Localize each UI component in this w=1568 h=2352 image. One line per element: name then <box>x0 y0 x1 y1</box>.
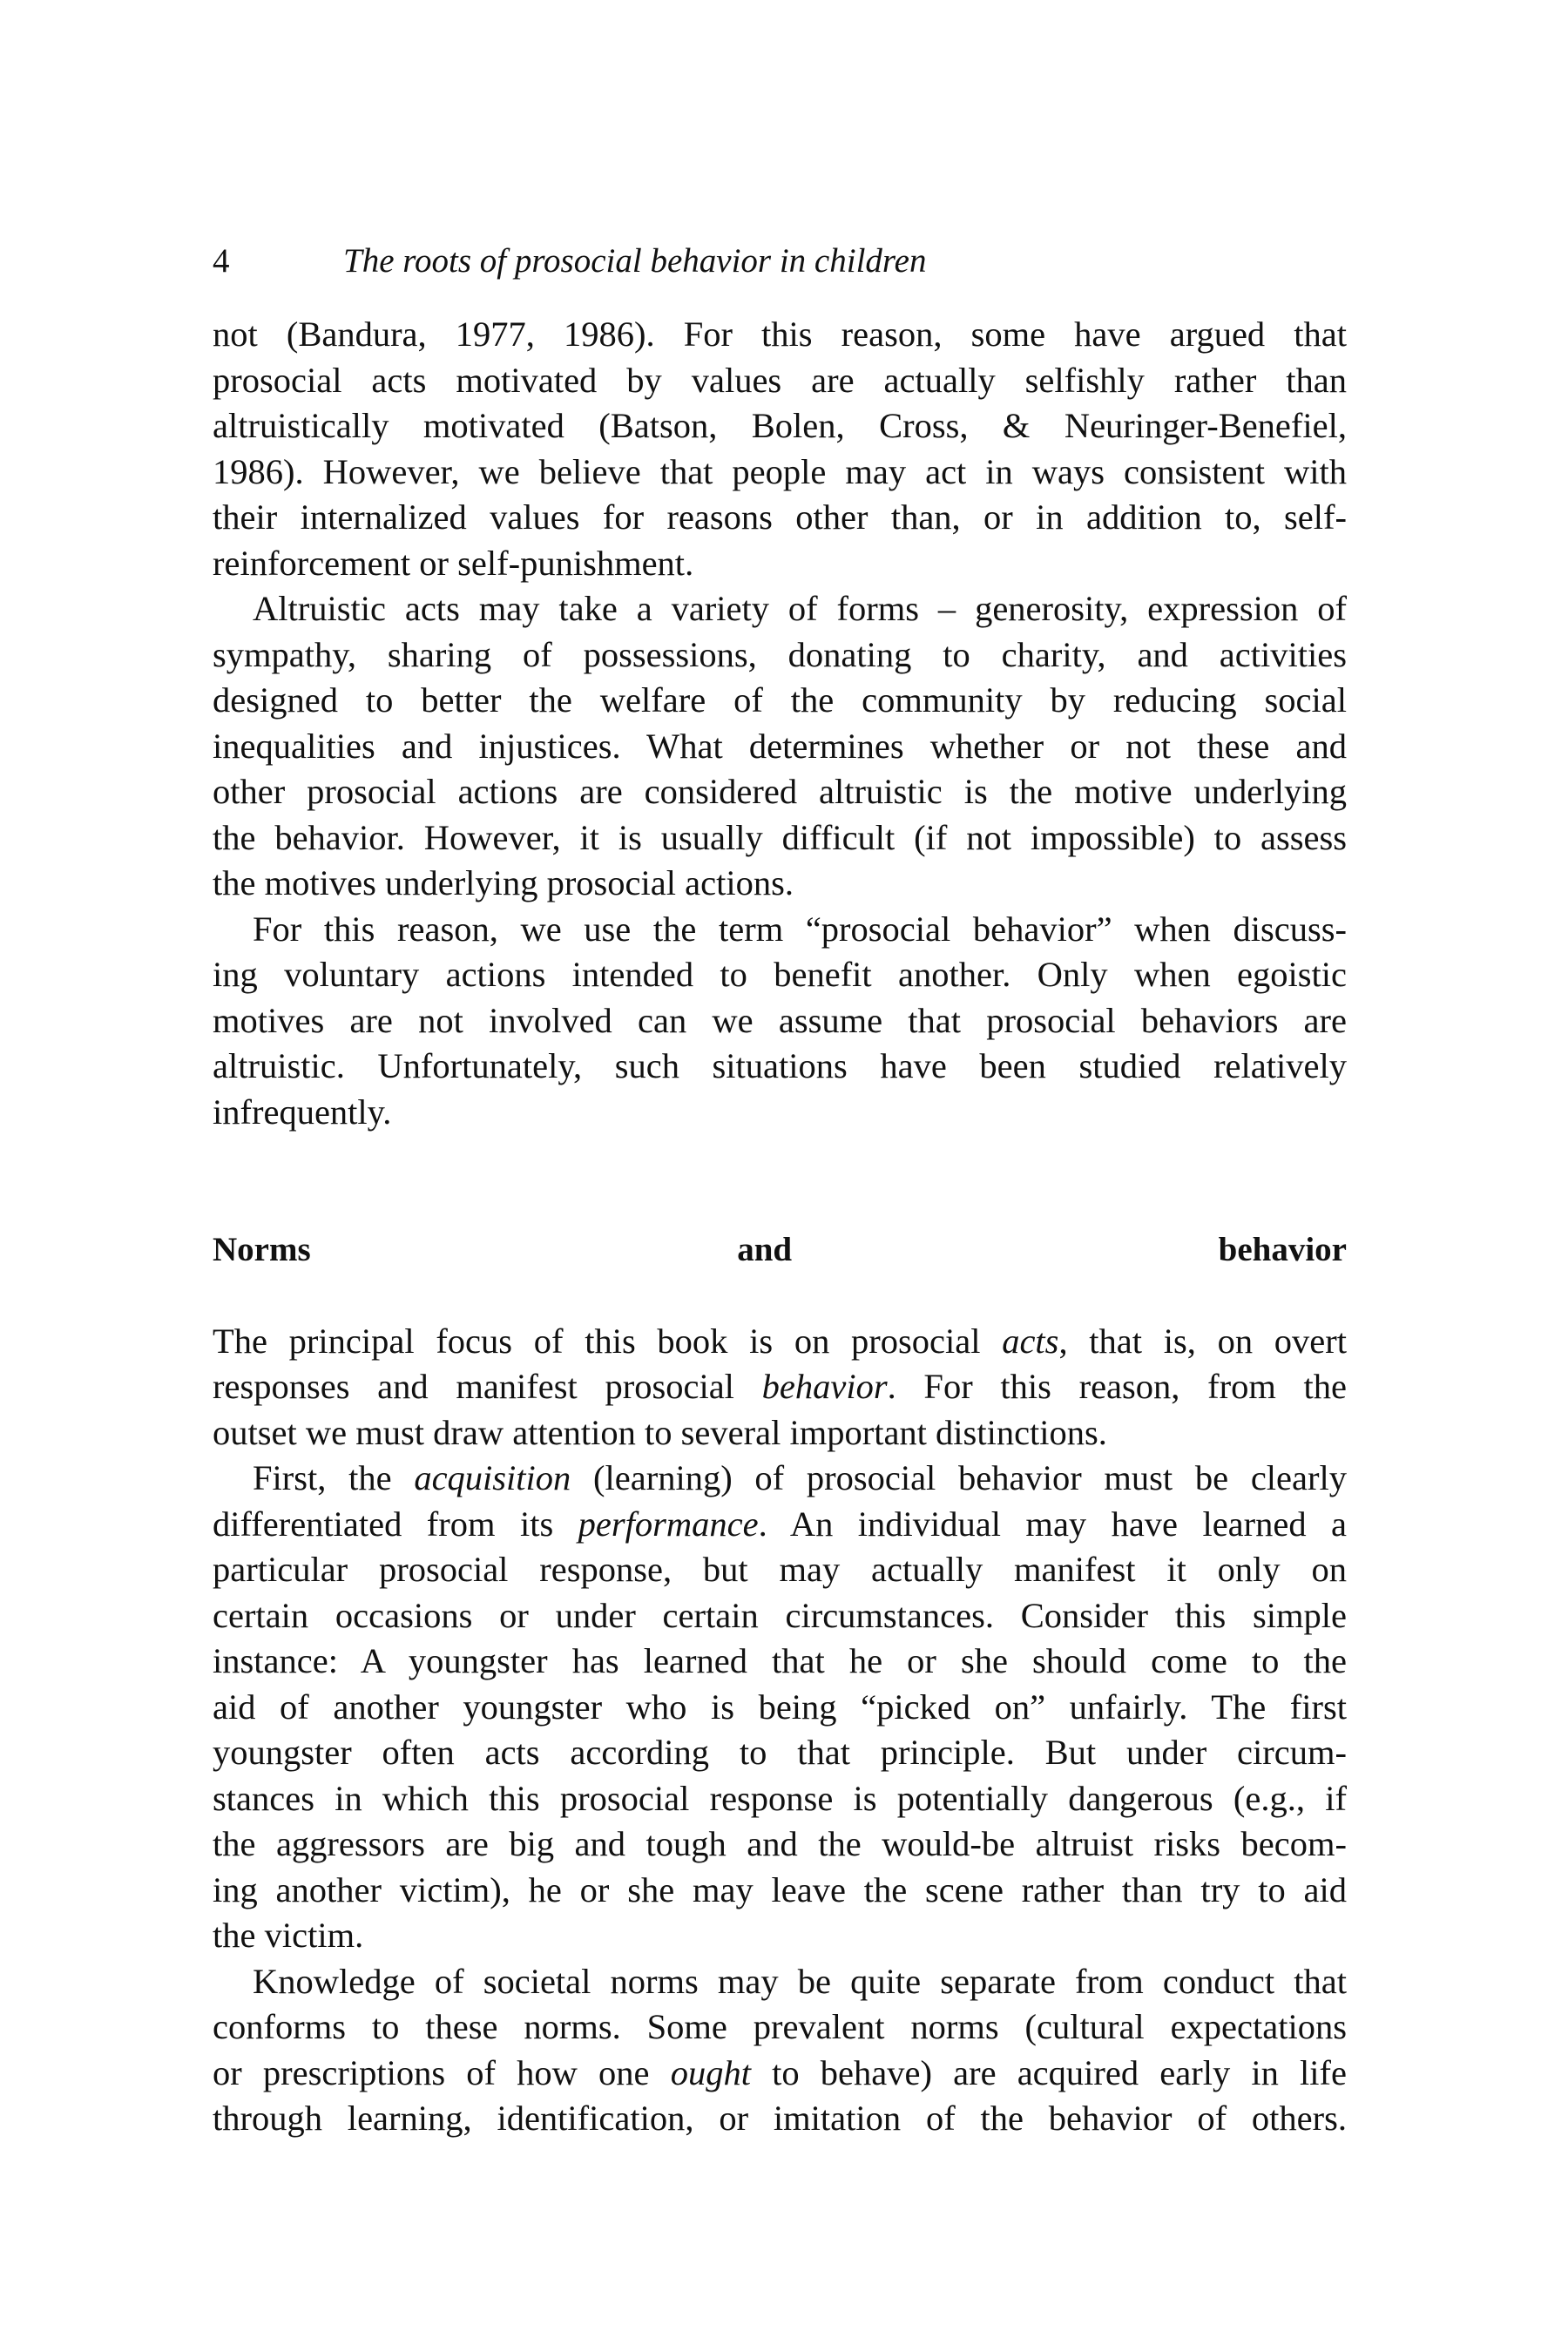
text-line: 1986). However, we believe that people may act in ways consistent with <box>213 451 1347 491</box>
section-heading: Norms and behavior <box>213 1231 1347 1268</box>
text-run: . For this reason, from the <box>887 1367 1347 1406</box>
text-line: youngster often acts according to that principle. But under circum- <box>213 1733 1347 1772</box>
text-line <box>213 1456 1347 1502</box>
text-line: inequalities and injustices. What determines whether or not these and <box>213 726 1347 766</box>
emphasis-run: ought <box>670 2052 751 2092</box>
book-page <box>213 235 1347 2142</box>
body-text <box>213 312 1347 2142</box>
page-number: 4 <box>213 242 230 280</box>
text-line: Altruistic acts may take a variety of forms – generosity, expression of <box>253 589 1347 628</box>
emphasis-run: performance <box>578 1504 759 1544</box>
emphasis-run: behavior <box>761 1367 888 1406</box>
text-line <box>213 2051 1347 2097</box>
text-line: altruistically motivated (Batson, Bolen, Cross, & Neuringer-Benefiel, <box>213 406 1347 445</box>
paragraph-4 <box>213 1319 1347 1456</box>
text-run: . An individual may have learned a <box>758 1504 1347 1544</box>
text-run: The principal focus of this book is on prosocial <box>213 1321 1003 1361</box>
text-line: outset we must draw attention to several important distinctions. <box>213 1412 1107 1452</box>
text-line: their internalized values for reasons other than, or in addition to, self- <box>213 497 1347 537</box>
paragraph-5 <box>213 1456 1347 1959</box>
text-line: other prosocial actions are considered altruistic is the motive underlying <box>213 772 1347 811</box>
text-run: (learning) of prosocial behavior must be clearly <box>571 1458 1347 1497</box>
running-head <box>213 235 1347 287</box>
text-line: conforms to these norms. Some prevalent norms (cultural expectations <box>213 2007 1347 2046</box>
text-line: through learning, identification, or imitation of the behavior of others. <box>213 2099 1347 2138</box>
text-line: the aggressors are big and tough and the would-be altruist risks becom- <box>213 1824 1347 1863</box>
text-run: , that is, on overt <box>1058 1321 1347 1361</box>
text-line: prosocial acts motivated by values are actually selfishly rather than <box>213 360 1347 400</box>
text-line: Knowledge of societal norms may be quite separate from conduct that <box>253 1961 1347 2001</box>
text-line: ing another victim), he or she may leave the scene rather than try to aid <box>213 1869 1347 1909</box>
text-line: infrequently. <box>213 1092 392 1132</box>
text-line: not (Bandura, 1977, 1986). For this reason, some have argued that <box>213 314 1347 354</box>
text-line: certain occasions or under certain circumstances. Consider this simple <box>213 1595 1347 1635</box>
text-line <box>213 1502 1347 1548</box>
text-line: sympathy, sharing of possessions, donating to charity, and activities <box>213 634 1347 674</box>
text-line: reinforcement or self-punishment. <box>213 543 694 583</box>
text-line: motives are not involved can we assume that prosocial behaviors are <box>213 1000 1347 1040</box>
paragraph-6 <box>213 1959 1347 2142</box>
text-line: stances in which this prosocial response is potentially dangerous (e.g., if <box>213 1778 1347 1818</box>
paragraph-2 <box>213 586 1347 907</box>
text-run: First, the <box>253 1458 415 1497</box>
text-line <box>213 1319 1347 1365</box>
text-line: particular prosocial response, but may actually manifest it only on <box>213 1550 1347 1589</box>
text-line: aid of another youngster who is being “picked on” unfairly. The first <box>213 1686 1347 1727</box>
paragraph-3 <box>213 907 1347 1136</box>
text-line: the victim. <box>213 1916 364 1955</box>
text-line: ing voluntary actions intended to benefit another. Only when egoistic <box>213 955 1347 994</box>
text-run: to behave) are acquired early in life <box>750 2052 1347 2092</box>
emphasis-run: acquisition <box>414 1458 571 1497</box>
text-line: designed to better the welfare of the community by reducing social <box>213 680 1347 720</box>
text-line: instance: A youngster has learned that he or she should come to the <box>213 1641 1347 1680</box>
emphasis-run: acts <box>1002 1321 1059 1361</box>
text-line: altruistic. Unfortunately, such situations have been studied relatively <box>213 1046 1347 1085</box>
text-run: responses and manifest prosocial <box>213 1367 762 1406</box>
text-run: differentiated from its <box>213 1504 578 1544</box>
text-line <box>213 1364 1347 1410</box>
text-line: the behavior. However, it is usually difficult (if not impossible) to assess <box>213 817 1347 857</box>
running-head-title: The roots of prosocial behavior in children <box>343 242 927 280</box>
text-line: For this reason, we use the term “prosocial behavior” when discuss- <box>253 909 1347 949</box>
paragraph-1 <box>213 312 1347 586</box>
text-line: the motives underlying prosocial actions. <box>213 863 794 902</box>
text-run: or prescriptions of how one <box>213 2052 671 2092</box>
